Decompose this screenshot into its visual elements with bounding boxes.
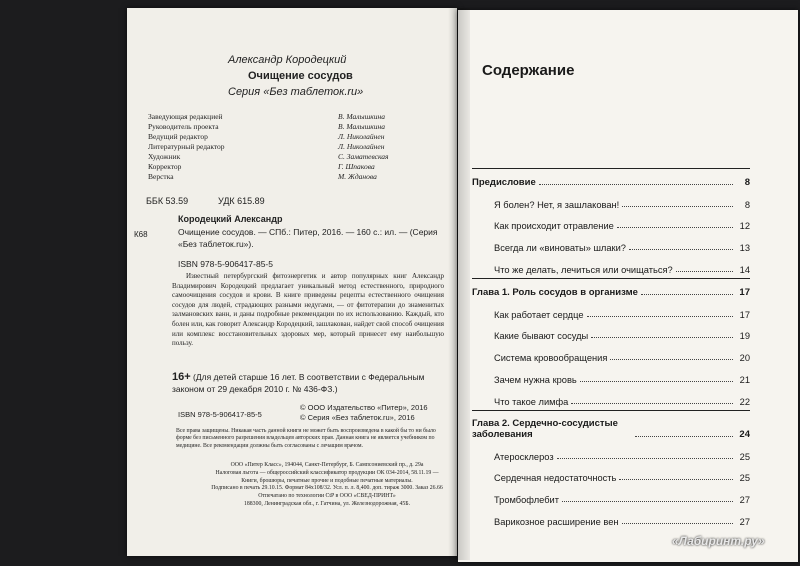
age-rating [172,371,448,395]
toc-entry-title: Тромбофлебит [494,495,559,506]
toc-entry-title: Варикозное расширение вен [494,516,619,527]
toc-page-number: 13 [739,243,750,254]
toc-leader [557,458,733,459]
book-abstract: Известный петербургский фитоэнергетик и автор популярных книг Александр Владимирович Кородецкий предлагает уникальный метод естественного, природного самоочищения сосудов и крови. В книге приведены рецепты естественного очищения сосудов для людей, страдающих разными недугами, — от фитотерапии до знаменитых залмановских ванн, и даны подробные рекомендации по их использованию. Каждый, кто болен или, как говорит Александр Кородецкий, зашлакован, найдет свой способ очищения или комплекс восстановительных здоровых мер, который принесет ему наибольшую пользу. [172,272,444,348]
imprint-line: ООО «Питер Класс», 194044, Санкт-Петербург, Б. Сампсониевский пр., д. 29а [230,462,424,468]
toc-entry-title: Предисловие [472,176,536,188]
toc-leader [635,436,733,437]
toc-page-number: 19 [739,331,750,342]
toc-entry-title: Глава 2. Сердечно-сосудистые заболевания [472,417,618,440]
credit-row [148,172,408,182]
author-mark: К68 [134,230,148,239]
catalog-author: Кородецкий Александр [178,214,283,224]
toc-entry [472,256,750,278]
toc-entry [472,191,750,213]
toc-entry [472,508,750,530]
credit-name: М. Жданова [338,172,377,181]
legal-notice: Все права защищены. Никакая часть данной книги не может быть воспроизведена в какой бы то ни было форме без письменного разрешения владельцев авторских прав. Данная книга не является учебником по медицине. Все рекомендации должны быть согласованы с лечащим врачом. [176,428,436,449]
credit-role: Руководитель проекта [148,122,219,131]
credit-row [148,122,408,132]
credit-role: Литературный редактор [148,142,225,151]
toc-chapter [472,169,750,191]
toc-entry-title: Что же делать, лечиться или очищаться? [494,264,673,275]
imprint-line: Книги, брошюры, печатные прочие и подобные печатные материалы. [241,477,413,484]
credit-role: Корректор [148,162,182,171]
toc-leader [580,381,733,382]
toc-entry-title: Я болен? Нет, я зашлакован! [494,199,620,210]
toc-entry-title: Какие бывают сосуды [494,331,589,342]
toc-page-number: 21 [739,374,750,385]
credit-role: Художник [148,152,181,161]
toc-entry [472,301,750,323]
isbn-bottom: ISBN 978-5-906417-85-5 [178,410,262,419]
credits-list [148,112,408,182]
toc-leader [617,227,733,228]
toc-leader [629,249,733,250]
credit-role: Заведующая редакцией [148,112,223,121]
toc-leader [539,184,733,185]
bibliographic-record: Очищение сосудов. — СПб.: Питер, 2016. — 160 с.: ил. — (Серия «Без таблеток.ru»). [178,227,438,249]
toc-entry-title: Как работает сердце [494,309,584,320]
toc-entry [472,465,750,487]
credit-name: Л. Николайнен [338,132,385,141]
toc-entry-title: Что такое лимфа [494,396,569,407]
toc-entry [472,388,750,410]
toc-entry-title: Система кровообращения [494,353,608,364]
toc-entry [472,213,750,235]
toc-title: Содержание [482,62,575,79]
book-title: Очищение сосудов [248,70,353,82]
toc-chapter [472,279,750,301]
credit-name: В. Малышкина [338,122,385,131]
toc-page-number: 8 [744,176,750,188]
toc-page-number: 25 [739,451,750,462]
toc-leader [587,316,734,317]
imprint-line: Налоговая льгота — общероссийский классификатор продукции ОК 034-2014, 58.11.19 — [215,469,439,476]
toc-entry-title: Атеросклероз [494,451,554,462]
toc-entry [472,443,750,465]
toc-leader [591,337,733,338]
imprint-line: Отпечатано по технологии CtP в ООО «СВЕД-ПРИНТ» [258,493,396,500]
toc-entry [472,366,750,388]
udk-code: УДК 615.89 [218,196,265,206]
toc-page-number: 24 [739,428,750,440]
toc-page-number: 27 [739,516,750,527]
copyright [300,403,448,422]
toc-entry-title: Глава 1. Роль сосудов в организме [472,286,638,298]
isbn: ISBN 978-5-906417-85-5 [178,259,273,269]
toc-entry-title: Зачем нужна кровь [494,374,577,385]
toc-page-number: 22 [739,396,750,407]
imprint-line: Подписано в печать 29.10.15. Формат 84х108/32. Усл. п. л. 8,400. доп. тираж 3000. Заказ 26.66 [211,485,443,492]
copyright-series: © Серия «Без таблеток.ru», 2016 [300,412,415,422]
book-series: Серия «Без таблеток.ru» [228,86,364,98]
credit-role: Верстка [148,172,174,181]
copyright-publisher: © ООО Издательство «Питер», 2016 [300,403,428,412]
imprint-line: 188300, Ленинградская обл., г. Гатчина, ул. Железнодорожная, 45Б. [243,500,411,507]
toc-page-number: 12 [739,221,750,232]
age-rating-text: (Для детей старше 16 лет. В соответствии с Федеральным законом от 29 декабря 2010 г. № 436-ФЗ.) [172,372,425,394]
toc-page-number: 17 [739,309,750,320]
toc-leader [571,403,733,404]
watermark: «Лабиринт.ру» [672,534,765,548]
credit-role: Ведущий редактор [148,132,208,141]
credit-row [148,142,408,152]
toc-page-number: 17 [739,286,750,298]
credit-name: С. Заматевская [338,152,389,161]
toc-entry-title: Как происходит отравление [494,221,614,232]
book-author: Александр Кородецкий [228,54,347,66]
toc-entry [472,323,750,345]
toc-leader [622,206,733,207]
toc-leader [610,359,733,360]
toc-page-number: 8 [744,199,750,210]
credit-row [148,112,408,122]
toc-leader [622,523,734,524]
printing-imprint [200,462,454,509]
age-badge: 16+ [172,371,191,383]
credit-name: Г. Шпакова [338,162,375,171]
toc-entry [472,486,750,508]
toc-page-number: 27 [739,495,750,506]
toc-chapter [472,411,750,443]
credit-row [148,132,408,142]
toc-page-number: 25 [739,473,750,484]
credit-row [148,162,408,172]
toc-page-number: 14 [739,264,750,275]
toc-leader [676,271,733,272]
credit-row [148,152,408,162]
toc-page-number: 20 [739,353,750,364]
toc-leader [641,294,733,295]
toc-entry [472,344,750,366]
table-of-contents [472,168,750,530]
toc-entry-title: Всегда ли «виноваты» шлаки? [494,243,626,254]
credit-name: В. Малышкина [338,112,385,121]
credit-name: Л. Николайнен [338,142,385,151]
toc-entry-title: Сердечная недостаточность [494,473,617,484]
toc-leader [619,479,733,480]
bbk-code: ББК 53.59 [146,196,189,206]
toc-leader [562,501,733,502]
toc-entry [472,234,750,256]
